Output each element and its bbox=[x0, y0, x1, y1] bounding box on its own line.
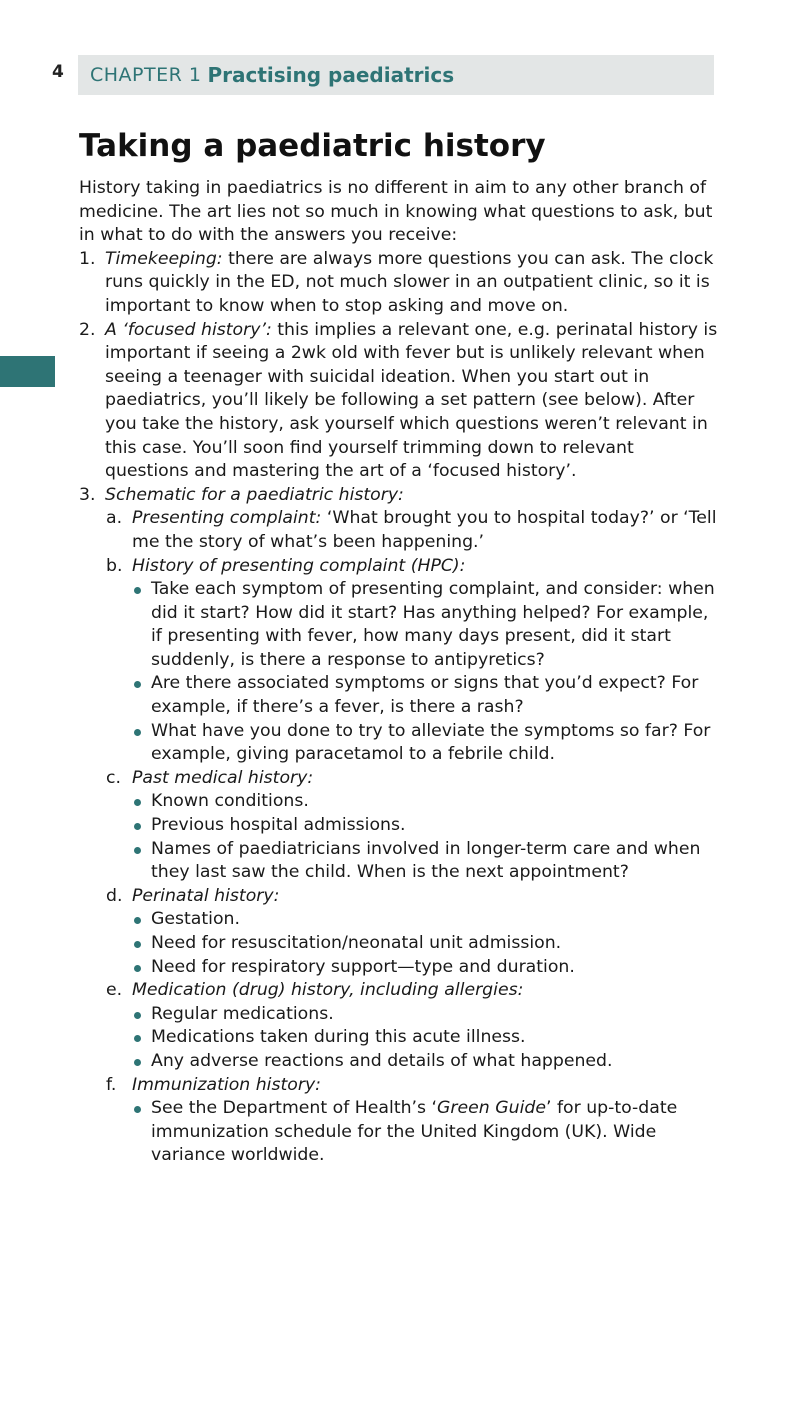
bullet-dot-icon bbox=[134, 587, 141, 594]
bullet-text: Previous hospital admissions. bbox=[151, 815, 406, 836]
bullet-text: Gestation. bbox=[151, 909, 240, 930]
bullet-item bbox=[79, 1050, 719, 1074]
bullet-item bbox=[79, 1003, 719, 1027]
sub-lead: Presenting complaint: bbox=[132, 508, 322, 529]
bullet-text: Take each symptom of presenting complaint, and consider: when did it start? How did it start? Has anything helped? For example, if presenting with fever, how many days present, did it start suddenly, is there a response to antipyretics? bbox=[151, 579, 715, 670]
page-number: 4 bbox=[52, 62, 64, 82]
item-lead: Schematic for a paediatric history: bbox=[105, 484, 404, 505]
bullet-dot-icon bbox=[134, 917, 141, 924]
sub-lead: Perinatal history: bbox=[132, 885, 280, 906]
sub-marker: f. bbox=[106, 1074, 117, 1095]
chapter-header bbox=[78, 55, 714, 95]
sub-item-immunization-history bbox=[79, 1074, 719, 1098]
bullet-item bbox=[79, 1097, 719, 1168]
bullet-dot-icon bbox=[134, 1035, 141, 1042]
bullet-text: Known conditions. bbox=[151, 791, 309, 812]
body-content bbox=[79, 177, 719, 1168]
bullet-text-pre: See the Department of Health’s ‘ bbox=[151, 1098, 438, 1119]
bullet-dot-icon bbox=[134, 941, 141, 948]
bullet-item bbox=[79, 1026, 719, 1050]
bullet-item bbox=[79, 956, 719, 980]
sub-item-medication-history bbox=[79, 979, 719, 1003]
bullet-dot-icon bbox=[134, 1059, 141, 1066]
bullet-item bbox=[79, 814, 719, 838]
bullet-dot-icon bbox=[134, 729, 141, 736]
chapter-label: CHAPTER 1 bbox=[90, 64, 202, 86]
sub-item-past-medical-history bbox=[79, 767, 719, 791]
sub-marker: b. bbox=[106, 555, 123, 576]
sub-text: ‘What brought you to hospital today?’ or ‘Tell me the story of what’s been happening.’ bbox=[132, 508, 717, 552]
intro-paragraph: History taking in paediatrics is no different in aim to any other branch of medicine. The art lies not so much in knowing what questions to ask, but in what to do with the answers you receive: bbox=[79, 178, 713, 246]
sub-item-perinatal-history bbox=[79, 885, 719, 909]
chapter-title: Practising paediatrics bbox=[207, 63, 455, 87]
bullet-text: Any adverse reactions and details of what happened. bbox=[151, 1050, 613, 1071]
bullet-dot-icon bbox=[134, 1106, 141, 1113]
bullet-dot-icon bbox=[134, 847, 141, 854]
bullet-item bbox=[79, 838, 719, 885]
bullet-dot-icon bbox=[134, 1012, 141, 1019]
list-number: 2. bbox=[79, 319, 96, 340]
item-text: there are always more questions you can ask. The clock runs quickly in the ED, not much slower in an outpatient clinic, so it is important to know when to stop asking and move on. bbox=[105, 248, 714, 316]
sub-item-hpc bbox=[79, 555, 719, 579]
bullet-text: Medications taken during this acute illness. bbox=[151, 1027, 526, 1048]
item-lead: A ‘focused history’: bbox=[105, 319, 272, 340]
list-item-focused-history bbox=[79, 319, 719, 484]
sub-lead: History of presenting complaint (HPC): bbox=[132, 555, 466, 576]
sub-lead: Past medical history: bbox=[132, 767, 314, 788]
list-item-timekeeping bbox=[79, 248, 719, 319]
sub-lead: Immunization history: bbox=[132, 1074, 321, 1095]
bullet-text: Need for respiratory support—type and duration. bbox=[151, 956, 575, 977]
bullet-text: Need for resuscitation/neonatal unit admission. bbox=[151, 933, 562, 953]
sub-lead: Medication (drug) history, including allergies: bbox=[132, 980, 524, 1001]
sub-marker: c. bbox=[106, 767, 121, 788]
bullet-item bbox=[79, 672, 719, 719]
bullet-dot-icon bbox=[134, 823, 141, 830]
bullet-dot-icon bbox=[134, 799, 141, 806]
section-title: Taking a paediatric history bbox=[79, 128, 546, 164]
chapter-thumb-tab bbox=[0, 356, 55, 387]
list-number: 3. bbox=[79, 484, 96, 505]
list-item-schematic bbox=[79, 484, 719, 508]
sub-marker: a. bbox=[106, 508, 123, 529]
item-text: this implies a relevant one, e.g. perinatal history is important if seeing a 2wk old with fever but is unlikely relevant when seeing a teenager with suicidal ideation. When you start out in paediatrics, you’ll likely be following a set pattern (see below). After you take the history, ask yourself which questions weren’t relevant in this case. You’ll soon find yourself trimming down to relevant questions and mastering the art of a ‘focused history’. bbox=[105, 319, 718, 482]
bullet-item bbox=[79, 932, 719, 956]
bullet-dot-icon bbox=[134, 965, 141, 972]
bullet-item bbox=[79, 578, 719, 672]
bullet-item bbox=[79, 908, 719, 932]
bullet-text: Regular medications. bbox=[151, 1003, 334, 1024]
bullet-dot-icon bbox=[134, 681, 141, 688]
bullet-text: Are there associated symptoms or signs that you’d expect? For example, if there’s a fever, is there a rash? bbox=[151, 673, 699, 718]
item-lead: Timekeeping: bbox=[105, 248, 223, 269]
bullet-text: What have you done to try to alleviate the symptoms so far? For example, giving paracetamol to a febrile child. bbox=[151, 720, 711, 765]
bullet-text: Names of paediatricians involved in longer-term care and when they last saw the child. When is the next appointment? bbox=[151, 838, 701, 883]
bullet-item bbox=[79, 790, 719, 814]
sub-item-presenting-complaint bbox=[79, 507, 719, 554]
green-guide-title: Green Guide bbox=[437, 1098, 546, 1119]
sub-marker: e. bbox=[106, 980, 123, 1001]
list-number: 1. bbox=[79, 248, 96, 269]
bullet-text-post: ’ for up-to-date immunization schedule for the United Kingdom (UK). Wide variance worldwide. bbox=[151, 1098, 678, 1166]
bullet-item bbox=[79, 720, 719, 767]
sub-marker: d. bbox=[106, 885, 123, 906]
